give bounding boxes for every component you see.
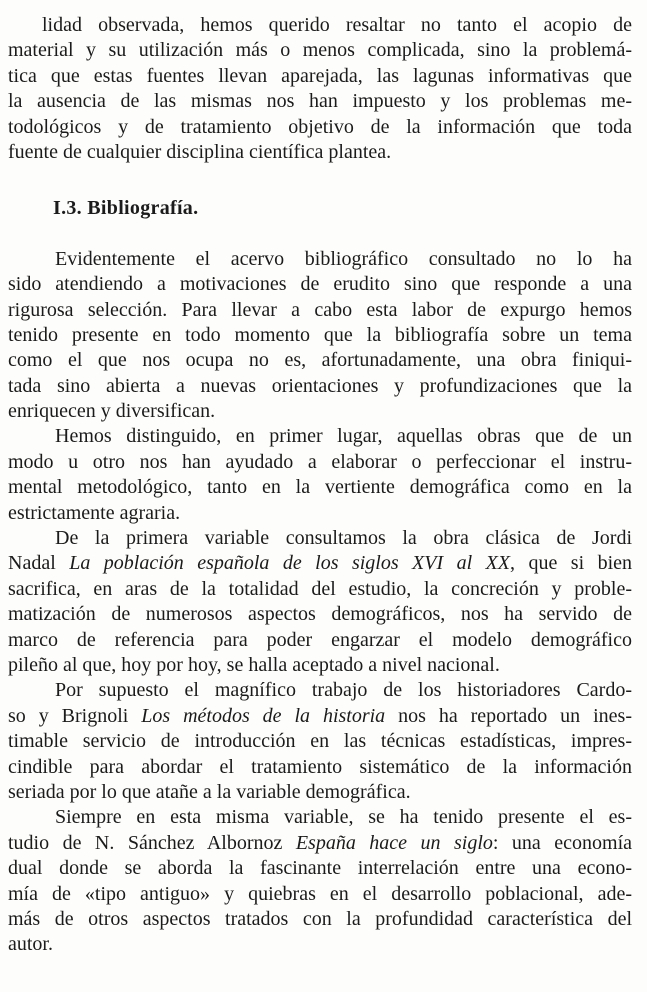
text-run: so y Brignoli	[8, 704, 142, 727]
text-line: sido atendiendo a motivaciones de erudito sino que responde a una	[8, 273, 632, 296]
text-line: autor.	[8, 933, 53, 956]
text-line: fuente de cualquier disciplina científica plantea.	[8, 140, 392, 163]
text-run: tudio de N. Sánchez Albornoz	[8, 831, 296, 854]
paragraph-nadal	[8, 526, 632, 678]
text-line: dual donde se aborda la fascinante interrelación entre una econo-	[8, 857, 632, 880]
text-line: más de otros aspectos tratados con la profundidad característica del	[8, 907, 632, 930]
section-heading: I.3. Bibliografía.	[53, 197, 199, 220]
text-line: modo u otro nos han ayudado a elaborar o perfeccionar el instru-	[8, 450, 632, 473]
book-title-italic: Los métodos de la historia	[141, 704, 386, 727]
text-line: sacrifica, en aras de la totalidad del estudio, la concreción y proble-	[8, 577, 632, 600]
text-line	[8, 831, 632, 856]
text-line: la ausencia de las mismas nos han impuesto y los problemas me-	[8, 90, 632, 113]
text-line: pileño al que, hoy por hoy, se halla aceptado a nivel nacional.	[8, 654, 500, 676]
text-line	[8, 704, 632, 729]
text-line: Por supuesto el magnífico trabajo de los historiadores Cardo-	[55, 679, 632, 702]
text-line: De la primera variable consultamos la obra clásica de Jordi	[55, 527, 632, 550]
text-line: cindible para abordar el tratamiento sistemático de la información	[8, 755, 632, 778]
book-title-italic: La población española de los siglos XVI al XX	[69, 552, 511, 575]
paragraph-methodology	[8, 424, 632, 526]
text-line: marco de referencia para poder engarzar el modelo demográfico	[8, 628, 632, 651]
paragraph-sanchez-albornoz	[8, 805, 632, 957]
text-line: como el que nos ocupa no es, afortunadamente, una obra finiqui-	[8, 349, 632, 372]
text-line: enriquecen y diversifican.	[8, 400, 216, 423]
text-line: estrictamente agraria.	[8, 501, 181, 524]
book-title-italic: España hace un siglo	[295, 831, 493, 854]
text-line: Siempre en esta misma variable, se ha tenido presente el es-	[55, 806, 632, 829]
text-line: rigurosa selección. Para llevar a cabo esta labor de expurgo hemos	[8, 298, 632, 321]
paragraph-bibliography-intro	[8, 247, 632, 425]
text-line: Evidentemente el acervo bibliográfico consultado no lo ha	[55, 247, 632, 270]
text-line: Hemos distinguido, en primer lugar, aquellas obras que de un	[55, 425, 632, 448]
page-body	[8, 13, 632, 958]
text-run: : una economía	[492, 831, 632, 854]
text-run: , que si bien	[510, 552, 632, 575]
text-line: todológicos y de tratamiento objetivo de la información que toda	[8, 115, 632, 138]
text-line: material y su utilización más o menos complicada, sino la problemá-	[8, 39, 632, 62]
text-line: mental metodológico, tanto en la vertiente demográfica como en la	[8, 476, 632, 499]
text-line: timable servicio de introducción en las técnicas estadísticas, impres-	[8, 730, 632, 753]
text-line: tenido presente en todo momento que la bibliografía sobre un tema	[8, 323, 632, 346]
text-run: nos ha reportado un ines-	[385, 704, 632, 727]
text-line: tica que estas fuentes llevan aparejada, las lagunas informativas que	[8, 64, 632, 87]
text-line: tada sino abierta a nuevas orientaciones y profundizaciones que la	[8, 374, 632, 397]
text-line	[8, 551, 632, 576]
paragraph-cardoso-brignoli	[8, 678, 632, 805]
text-run: Nadal	[8, 552, 70, 575]
text-line: mía de «tipo antiguo» y quiebras en el desarrollo poblacional, ade-	[8, 882, 632, 905]
paragraph-continuation	[8, 13, 632, 165]
text-line: matización de numerosos aspectos demográficos, nos ha servido de	[8, 603, 632, 626]
text-line: seriada por lo que atañe a la variable demográfica.	[8, 780, 411, 803]
text-line: lidad observada, hemos querido resaltar no tanto el acopio de	[42, 14, 632, 36]
